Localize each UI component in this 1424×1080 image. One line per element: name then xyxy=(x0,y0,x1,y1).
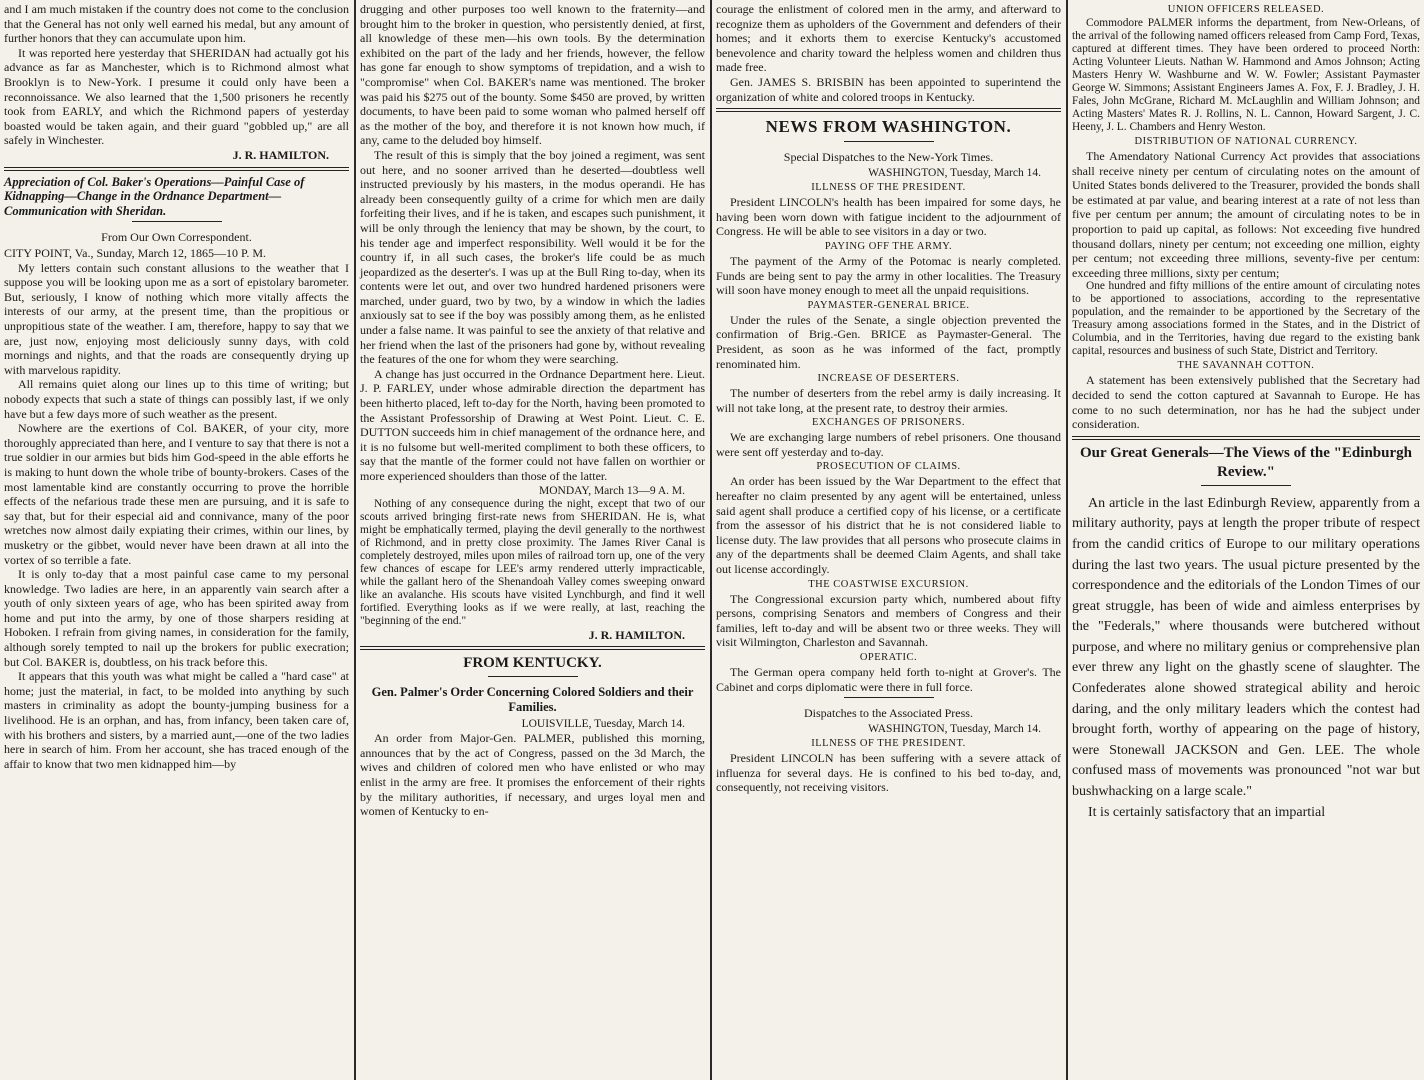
paragraph: courage the enlistment of colored men in the army, and afterward to recognize them as upholders of the Government and defenders of their homes; and it exhorts them to exercise Kentucky's accustomed benevolence and charity toward the helpless women and children thus made free. xyxy=(716,2,1061,75)
divider xyxy=(1201,485,1291,491)
paragraph: Nowhere are the exertions of Col. BAKER, of your city, more thoroughly appreciated than here, and I venture to say that there is not a true soldier in our armies but bids him God-speed in the able efforts he is making to hunt down the whole tribe of bounty-brokers. Cases of the most lamentable kind are constantly occurring to prove the horrible effects of the nefarious trade these men are pursuing, and it is safe to say that, but for their especial aid and connivance, many of the poor wretches now almost daily expiating their crimes, within our lines, by musketry or the gibbet, would never have been drawn at all into the vortex of so terrible a fate. xyxy=(4,421,349,567)
subheading: INCREASE OF DESERTERS. xyxy=(817,373,960,385)
article-title: Our Great Generals—The Views of the "Edinburgh Review." xyxy=(1080,444,1412,480)
dispatch-source: Dispatches to the Associated Press. xyxy=(804,706,973,721)
divider xyxy=(844,697,934,703)
paragraph: All remains quiet along our lines up to this time of writing; but nobody expects that such a state of things can possibly last, if we only have but a few days more of such weather as the present. xyxy=(4,377,349,421)
dateline: CITY POINT, Va., Sunday, March 12, 1865—10 P. M. xyxy=(4,246,266,261)
correspondent-line: From Our Own Correspondent. xyxy=(101,230,252,245)
paragraph: A statement has been extensively published that the Secretary had decided to send the cotton captured at Savannah to Europe. He has come to no such determination, nor has he had the subject under consideration. xyxy=(1072,373,1420,432)
paragraph: An article in the last Edinburgh Review, apparently from a military authority, pays at length the proper tribute of respect from the candid critics of Europe to our military operations during the last two years. The usual picture presented by the correspondence and the editorials of the London Times of our great struggle, has been of wide and aimless enterprises by the "Federals," where thousands were butchered without purpose, and where no military genius or comprehensive plan ever threw any light on the ghastly scene of slaughter. The Confederates alone showed strategical ability and heroic daring, and the only military leaders which the contest had brought forth, worthy of appearing on the page of history, were Stonewall JACKSON and Gen. LEE. The whole confused mass of movements was pronounced "not war but bushwhacking on a large scale." xyxy=(1072,495,1420,800)
paragraph: President LINCOLN has been suffering with a severe attack of influenza for several days. He is confined to his bed to-day, and, consequently, not receiving visitors. xyxy=(716,751,1061,795)
column-4 xyxy=(1068,0,1424,1080)
paragraph: It is only to-day that a most painful case came to my personal knowledge. Two ladies are here, in an apparently vain search after a youth of only sixteen years of age, who has been spirited away from home and put into the army, by one of those sharpers residing at Hoboken. I refrain from giving names, in consideration for the family, although sorely tempted to nail up the brokers for public execration; but Col. BAKER is, doubtless, on his track before this. xyxy=(4,567,349,669)
paragraph: The payment of the Army of the Potomac is nearly completed. Funds are being sent to pay the army in other localities. The Treasury will soon have money enough to meet all the unpaid requisitions. xyxy=(716,253,1061,298)
paragraph: President LINCOLN's health has been impaired for some days, he having been worn down with fatigue incident to the adjournment of Congress. He will be able to see visitors in a day or two. xyxy=(716,195,1061,239)
paragraph: One hundred and fifty millions of the entire amount of circulating notes to be apportioned to associations, according to the representative population, and the remainder to be apportioned by the Secretary of the Treasury among associations formed in the States, and in the District of Columbia, and in the Territories, having due regard to the existing bank capital, resources and business of such State, District and Territory. xyxy=(1072,280,1420,358)
subheading: EXCHANGES OF PRISONERS. xyxy=(812,417,965,429)
paragraph: The number of deserters from the rebel army is daily increasing. It will not take long, at the present rate, to destroy their armies. xyxy=(716,386,1061,415)
signature: J. R. HAMILTON. xyxy=(232,147,329,162)
paragraph: It is certainly satisfactory that an impartial xyxy=(1088,804,1326,820)
paragraph: It appears that this youth was what might be called a "hard case" at home; just the material, in fact, to be molded into anything by such masters in criminality as adopt the bounty-jumping business for a livelihood. He is an orphan, and has, from infancy, been taken care of, with his brothers and sisters, by a married aunt,—one of the two ladies here in search of him. From her account, she has traced enough of the affair to know that two men kidnapped him—by xyxy=(4,669,349,771)
section-heading: NEWS FROM WASHINGTON. xyxy=(765,117,1012,137)
divider xyxy=(360,646,705,650)
subheading: THE COASTWISE EXCURSION. xyxy=(808,578,969,590)
divider xyxy=(4,167,349,171)
column-2 xyxy=(356,0,709,1080)
divider xyxy=(716,108,1061,112)
divider xyxy=(1072,436,1420,440)
paragraph: An order has been issued by the War Department to the effect that hereafter no claim presented by any agent will be entertained, unless said agent shall produce a certified copy of his license, or a certificate from the assessor of his district that he is not considered liable to license duty. The law provides that all persons who prosecute claims in any of the departments shall be deemed Claim Agents, and shall take out license accordingly. xyxy=(716,474,1061,577)
divider xyxy=(488,676,578,682)
subheading: THE SAVANNAH COTTON. xyxy=(1177,360,1315,372)
dateline: WASHINGTON, Tuesday, March 14. xyxy=(868,167,1041,180)
section-heading: FROM KENTUCKY. xyxy=(463,655,602,672)
paragraph: Gen. JAMES S. BRISBIN has been appointed to superintend the organization of white and colored troops in Kentucky. xyxy=(716,74,1061,104)
divider xyxy=(844,141,934,147)
paragraph: Commodore PALMER informs the department, from New-Orleans, of the arrival of the following named officers released from Camp Ford, Texas, captured at different times. They have been ordered to proceed North: Acting Volunteer Lieuts. Nathan W. Hammond and Amos Johnson; Acting Masters Henry W. Washburne and W. W. Fowler; Assistant Paymaster George W. Simmons; Assistant Engineers James A. Fox, F. J. Bradley, J. H. Fales, John McGrane, Richard M. McLaughlin and William Johnson; and Acting Masters' Mates R. J. Rollins, N. L. Cannon, Howard Sargent, J. C. Heeny, J. L. Chambers and Henry Weston. xyxy=(1072,17,1420,133)
paragraph: Under the rules of the Senate, a single objection prevented the confirmation of Brig.-Gen. BRICE as Paymaster-General. The President, as soon as he was informed of the fact, promptly renominated him. xyxy=(716,312,1061,371)
paragraph: The Amendatory National Currency Act provides that associations shall receive ninety per centum of circulating notes on the amount of United States bonds delivered to the Treasurer, provided the bonds shall be estimated at par value, and bearing interest at a rate of not less than five per centum per annum; the amount of circulating notes to be in proportion to paid up capital, as follows: Not exceeding five hundred thousand dollars, ninety per centum; not exceeding one million, eighty per centum; not exceeding three millions, seventy-five per centum: exceeding three millions, sixty per centum; xyxy=(1072,149,1420,280)
paragraph: My letters contain such constant allusions to the weather that I suppose you will be looking upon me as a sort of epistolary barometer. But, seriously, I know of nothing which more vitally affects the interests of our army, at the present time, than the propitious or unpropitious state of the weather. I am, therefore, happy to say that we are, just now, enjoying most deliciously sunny days, with cold mornings and nights, and that the roads are consequently drying up with marvelous rapidity. xyxy=(4,260,349,377)
column-1 xyxy=(0,0,353,1080)
column-3 xyxy=(712,0,1065,1080)
paragraph: We are exchanging large numbers of rebel prisoners. One thousand were sent off yesterday and to-day. xyxy=(716,430,1061,459)
paragraph: It was reported here yesterday that SHERIDAN had actually got his advance as far as Manchester, which is to Richmond almost what Brooklyn is to New-York. I presume it could only have been a reconnoissance. We also learned that the 1,500 prisoners he recently took from EARLY, and which the Richmond papers of yesterday boasted would be taken again, and their guard "gobbled up," are all safely in Winchester. xyxy=(4,45,349,148)
subheading: PROSECUTION OF CLAIMS. xyxy=(816,461,961,473)
dateline: LOUISVILLE, Tuesday, March 14. xyxy=(521,718,685,731)
subheading: ILLNESS OF THE PRESIDENT. xyxy=(811,182,966,194)
article-title: Appreciation of Col. Baker's Operations—Painful Case of Kidnapping—Change in the Ordnance Department—Communication with Sheridan. xyxy=(4,174,305,218)
subheading: DISTRIBUTION OF NATIONAL CURRENCY. xyxy=(1134,136,1358,147)
dateline: WASHINGTON, Tuesday, March 14. xyxy=(868,723,1041,736)
paragraph: An order from Major-Gen. PALMER, published this morning, announces that by the act of Congress, passed on the 3d March, the wives and children of colored men who have enlisted or who may enlist in the army are free. It promises the enforcement of their rights by the military authorities, if necessary, and urges loyal men and women of Kentucky to en- xyxy=(360,731,705,819)
paragraph: The German opera company held forth to-night at Grover's. The Cabinet and corps diplomatic were there in full force. xyxy=(716,665,1061,694)
paragraph: and I am much mistaken if the country does not come to the conclusion that the General has not only well earned his medal, but any amount of further honors that they can accumulate upon him. xyxy=(4,2,349,46)
dispatch-source: Special Dispatches to the New-York Times. xyxy=(783,150,994,165)
subheading: UNION OFFICERS RELEASED. xyxy=(1167,4,1325,15)
paragraph: A change has just occurred in the Ordnance Department here. Lieut. J. P. FARLEY, under whose admirable direction the department has been hitherto placed, left to-day for the North, having been promoted to the Assistant Professorship of Drawing at West Point. Lieut. C. E. DUTTON succeeds him in chief management of the ordnance here, and it is no fulsome but well-merited compliment to both these officers, to say that the mantle of the former could not have fallen on worthier or more experienced shoulders than those of the latter. xyxy=(360,366,705,483)
subheading: PAYMASTER-GENERAL BRICE. xyxy=(807,299,970,311)
paragraph: Nothing of any consequence during the night, except that two of our scouts arrived bringing first-rate news from SHERIDAN. He is, what might be emphatically termed, playing the devil generally to the northwest of Richmond, and in pretty close proximity. The James River Canal is completely destroyed, miles upon miles of railroad torn up, one of the very few chances of escape for LEE's army rendered utterly impracticable, while the gallant hero of the Shenandoah Valley comes sweeping onward like an avalanche. His scouts have visited Lynchburgh, and find it well fortified. Everything looks as if we were really, at last, reaching the "beginning of the end." xyxy=(360,497,705,627)
signature: J. R. HAMILTON. xyxy=(588,627,685,642)
subheading: PAYING OFF THE ARMY. xyxy=(824,240,953,252)
dateline: MONDAY, March 13—9 A. M. xyxy=(539,484,685,497)
paragraph: The result of this is simply that the boy joined a regiment, was sent out here, and no sooner arrived than he deserted—doubtless well instructed previously by his masters, in the modus operandi. He has already been consequently guilty of a crime for which men are daily forfeiting their lives, and if he is taken, and escapes such punishment, it will be only through the leniency that may be shown, by the court, to his tender age and imperfect responsibility. Well would it be for the country if, in all such cases, the broker's life could be as much jeopardized as the deserter's. I was up at the Bull Ring to-day, when its contents were let out, and over two hundred hardened prisoners were marched, under guard, two by two, by a window in which the ladies anxiously sat to see if the boy was possibly among them, as he enlisted under a false name. It was painful to see the anxiety of that relative and her friend when the last of the prisoners had gone by, without revealing the features of the one for whom they were searching. xyxy=(360,147,705,367)
paragraph: The Congressional excursion party which, numbered about fifty persons, comprising Senators and members of Congress and their families, left to-day and will be absent two or three weeks. They will visit Wilmington, Charleston and Savannah. xyxy=(716,591,1061,650)
paragraph: drugging and other purposes too well known to the fraternity—and brought him to the broker in question, who persistently denied, at first, all knowledge of these men—his own tools. By the determination exhibited on the part of the lady and her friends, however, the fellow has gone far enough to show symptoms of trepidation, and a wish to "compromise" when Col. BAKER's name was mentioned. The broker was paid his $275 out of the bounty. Some $450 are proved, by written documents, to have been paid to some woman who palmed herself off as the mother of the boy, and therefore it is not known how much, if any, came to the deluded boy himself. xyxy=(360,2,705,148)
divider xyxy=(132,221,222,227)
subheading: ILLNESS OF THE PRESIDENT. xyxy=(811,738,966,750)
article-title: Gen. Palmer's Order Concerning Colored Soldiers and their Families. xyxy=(371,685,694,715)
subheading: OPERATIC. xyxy=(859,652,918,663)
